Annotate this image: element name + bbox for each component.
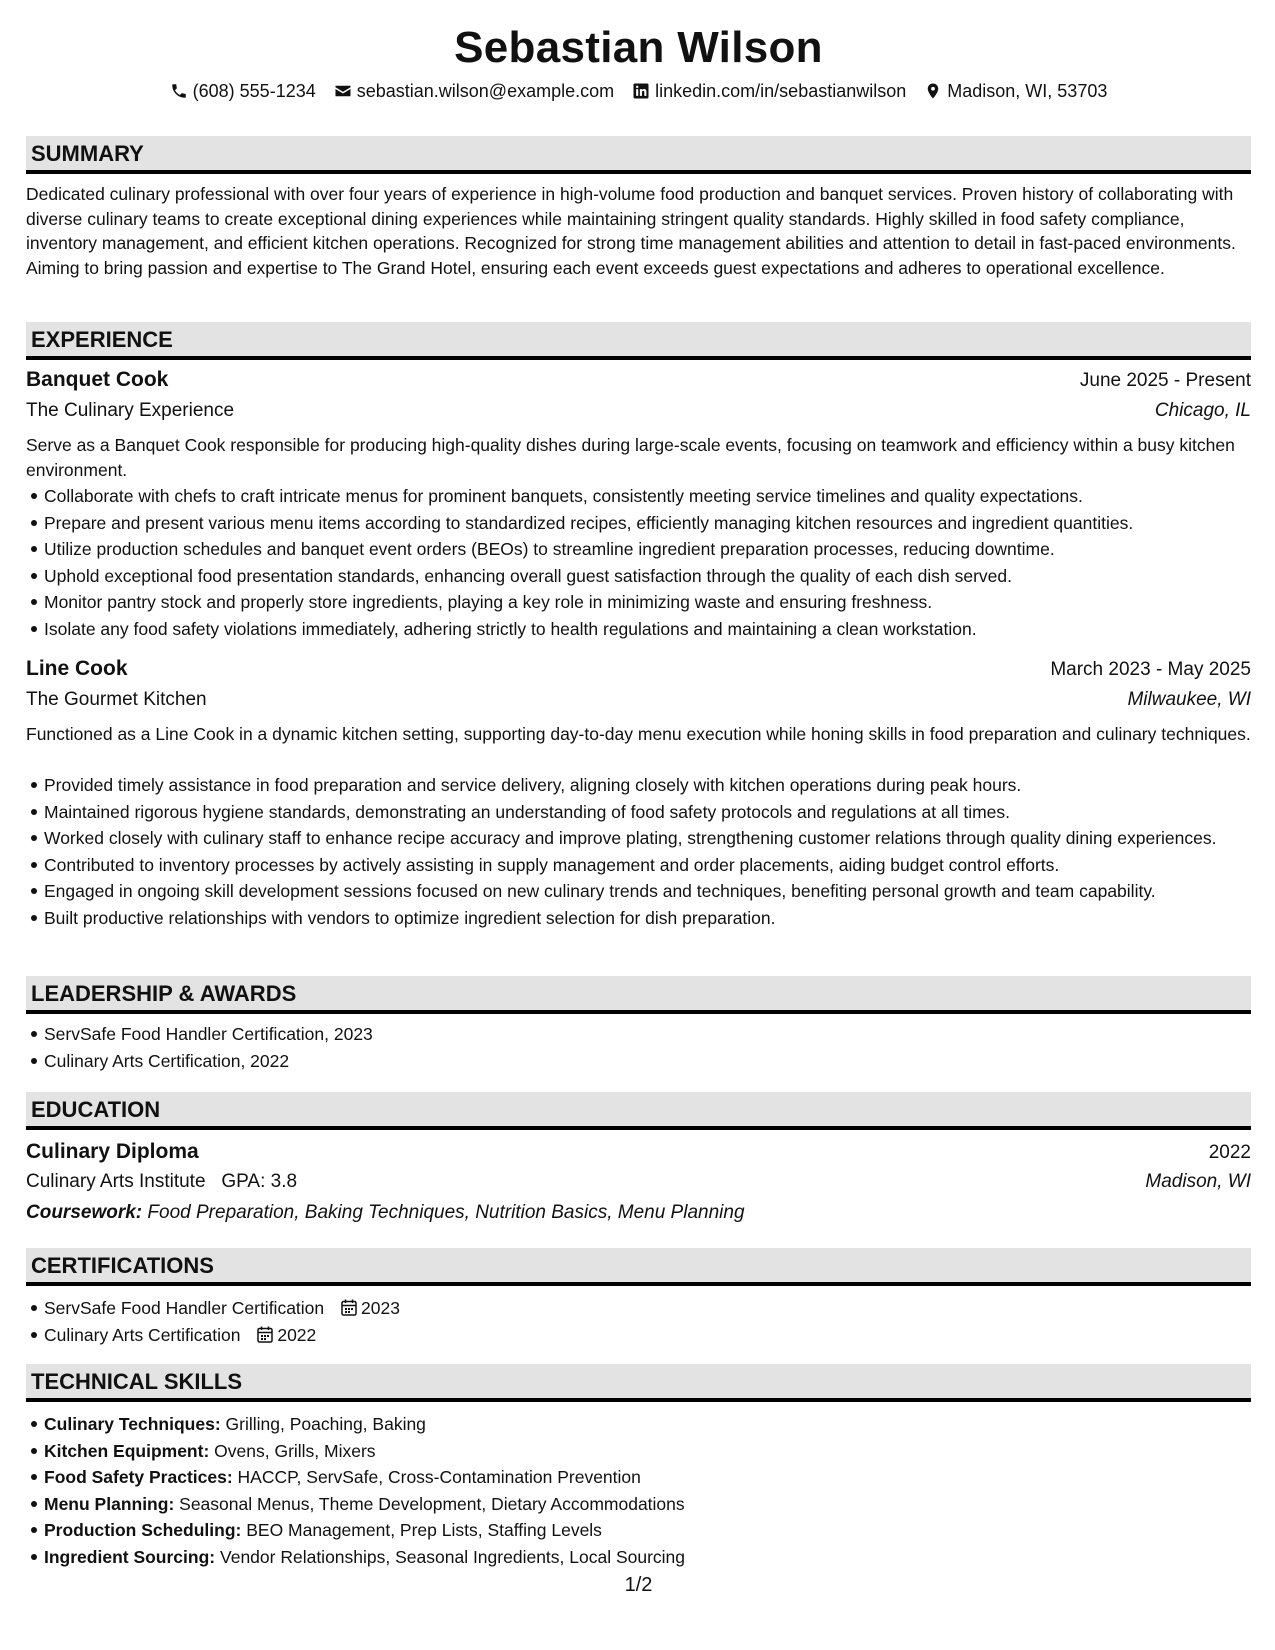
certification-year: 2023 bbox=[361, 1298, 400, 1318]
job-description: Serve as a Banquet Cook responsible for producing high-quality dishes during large-scale events, focusing on teamwork and efficiency within a busy kitchen environment. bbox=[26, 435, 1235, 480]
list-item: Maintained rigorous hygiene standards, demonstrating an understanding of food safety protocols and regulations at all times. bbox=[44, 800, 1251, 825]
list-item: Collaborate with chefs to craft intricate menus for prominent banquets, consistently meeting service timelines and quality expectations. bbox=[44, 484, 1251, 509]
list-item bbox=[44, 1465, 1251, 1490]
candidate-name: Sebastian Wilson bbox=[454, 23, 823, 72]
skill-category: Menu Planning: bbox=[44, 1493, 175, 1514]
section-title: EDUCATION bbox=[31, 1097, 161, 1122]
summary-text: Dedicated culinary professional with over four years of experience in high-volume food production and banquet services. Proven history of collaborating with diverse culinary teams to create exceptional dining experiences while maintaining stringent quality standards. Highly skilled in food safety compliance, inventory management, and efficient kitchen operations. Recognized for strong time management abilities and attention to detail in fast-paced environments. Aiming to bring passion and expertise to The Grand Hotel, ensuring each event exceeds guest expectations and adheres to operational excellence. bbox=[26, 184, 1236, 278]
job-title: Line Cook bbox=[26, 657, 128, 680]
skill-category: Food Safety Practices: bbox=[44, 1467, 233, 1487]
contact-location bbox=[924, 78, 1107, 104]
education-subheader bbox=[26, 1168, 1251, 1196]
coursework-label: Coursework: bbox=[26, 1202, 143, 1223]
envelope-icon bbox=[334, 82, 352, 100]
coursework bbox=[26, 1199, 745, 1227]
calendar-icon bbox=[257, 1326, 273, 1343]
section-header-certifications bbox=[26, 1248, 1251, 1286]
skill-values: Seasonal Menus, Theme Development, Dietary Accommodations bbox=[179, 1493, 685, 1514]
graduation-year: 2022 bbox=[1208, 1142, 1251, 1163]
section-header-summary bbox=[26, 136, 1251, 174]
skill-values: Ovens, Grills, Mixers bbox=[214, 1440, 376, 1461]
list-item bbox=[44, 1492, 1251, 1517]
skill-category: Ingredient Sourcing: bbox=[44, 1546, 216, 1567]
location-text: Madison, WI, 53703 bbox=[947, 81, 1108, 101]
gpa: GPA: 3.8 bbox=[221, 1171, 298, 1192]
job-company: The Gourmet Kitchen bbox=[26, 689, 207, 710]
list-item bbox=[44, 1296, 1251, 1321]
job-title: Banquet Cook bbox=[26, 368, 169, 391]
skill-category: Culinary Techniques: bbox=[44, 1414, 221, 1434]
calendar-icon bbox=[341, 1299, 357, 1316]
job-location: Milwaukee, WI bbox=[1127, 689, 1251, 710]
skill-values: HACCP, ServSafe, Cross-Contamination Prevention bbox=[237, 1467, 641, 1487]
contact-phone bbox=[170, 78, 316, 104]
linkedin-text[interactable]: linkedin.com/in/sebastianwilson bbox=[655, 81, 907, 101]
contact-bar bbox=[26, 78, 1251, 104]
skill-category: Production Scheduling: bbox=[44, 1520, 242, 1540]
job-dates: March 2023 - May 2025 bbox=[1050, 659, 1251, 680]
school-line bbox=[26, 1168, 297, 1196]
section-header-experience bbox=[26, 322, 1251, 360]
certifications-list bbox=[26, 1296, 1251, 1349]
job-bullets bbox=[26, 484, 1251, 643]
job-description: Functioned as a Line Cook in a dynamic kitchen setting, supporting day-to-day menu execution while honing skills in food preparation and culinary techniques. bbox=[26, 724, 1251, 744]
section-header-technical-skills bbox=[26, 1364, 1251, 1402]
list-item: Uphold exceptional food presentation standards, enhancing overall guest satisfaction through the quality of each dish served. bbox=[44, 564, 1251, 589]
map-pin-icon bbox=[924, 82, 942, 100]
section-title: SUMMARY bbox=[31, 141, 144, 166]
list-item bbox=[44, 1412, 1251, 1437]
contact-linkedin[interactable] bbox=[632, 78, 906, 104]
certification-name: ServSafe Food Handler Certification bbox=[44, 1298, 325, 1318]
section-title: CERTIFICATIONS bbox=[31, 1253, 214, 1278]
list-item: Monitor pantry stock and properly store ingredients, playing a key role in minimizing waste and ensuring freshness. bbox=[44, 590, 1251, 615]
job-header bbox=[26, 366, 1251, 395]
job-company: The Culinary Experience bbox=[26, 400, 235, 421]
job-subheader bbox=[26, 397, 1251, 425]
school-location: Madison, WI bbox=[1145, 1171, 1251, 1192]
list-item: Isolate any food safety violations immediately, adhering strictly to health regulations and maintaining a clean workstation. bbox=[44, 617, 1251, 642]
list-item bbox=[44, 1323, 1251, 1348]
contact-email[interactable] bbox=[334, 78, 614, 104]
list-item: Prepare and present various menu items according to standardized recipes, efficiently managing kitchen resources and ingredient quantities. bbox=[44, 511, 1251, 536]
list-item bbox=[44, 1439, 1251, 1464]
certification-name: Culinary Arts Certification bbox=[44, 1324, 241, 1345]
job-bullets bbox=[26, 773, 1251, 932]
skill-values: Grilling, Poaching, Baking bbox=[225, 1414, 426, 1434]
phone-text: (608) 555-1234 bbox=[192, 81, 316, 101]
email-text[interactable]: sebastian.wilson@example.com bbox=[356, 81, 615, 101]
section-title: LEADERSHIP & AWARDS bbox=[31, 981, 297, 1006]
list-item bbox=[44, 1545, 1251, 1570]
section-header-education bbox=[26, 1092, 1251, 1130]
section-title: TECHNICAL SKILLS bbox=[31, 1369, 243, 1394]
job-location: Chicago, IL bbox=[1154, 400, 1251, 421]
skills-list bbox=[26, 1412, 1251, 1571]
school-name: Culinary Arts Institute bbox=[26, 1171, 206, 1192]
list-item: Worked closely with culinary staff to enhance recipe accuracy and improve plating, strengthening customer relations through quality dining experiences. bbox=[44, 826, 1251, 851]
leadership-list bbox=[26, 1022, 1251, 1075]
job-dates: June 2025 - Present bbox=[1079, 370, 1251, 391]
job-subheader bbox=[26, 686, 1251, 714]
list-item: Utilize production schedules and banquet event orders (BEOs) to streamline ingredient preparation processes, reducing downtime. bbox=[44, 537, 1251, 562]
certification-year: 2022 bbox=[277, 1324, 317, 1345]
list-item bbox=[44, 1518, 1251, 1543]
list-item: ServSafe Food Handler Certification, 2023 bbox=[44, 1022, 1251, 1047]
skill-category: Kitchen Equipment: bbox=[44, 1440, 210, 1461]
linkedin-icon bbox=[632, 82, 650, 100]
list-item: Built productive relationships with vendors to optimize ingredient selection for dish preparation. bbox=[44, 906, 1251, 931]
list-item: Culinary Arts Certification, 2022 bbox=[44, 1049, 1251, 1074]
job-header bbox=[26, 655, 1251, 684]
skill-values: BEO Management, Prep Lists, Staffing Levels bbox=[246, 1520, 602, 1540]
degree: Culinary Diploma bbox=[26, 1140, 199, 1163]
education-header bbox=[26, 1138, 1251, 1167]
page-number: 1/2 bbox=[624, 1574, 653, 1596]
list-item: Engaged in ongoing skill development sessions focused on new culinary trends and techniques, benefiting personal growth and team capability. bbox=[44, 879, 1251, 904]
coursework-list: Food Preparation, Baking Techniques, Nutrition Basics, Menu Planning bbox=[147, 1202, 745, 1223]
section-title: EXPERIENCE bbox=[31, 327, 173, 352]
list-item: Provided timely assistance in food preparation and service delivery, aligning closely with kitchen operations during peak hours. bbox=[44, 773, 1251, 798]
skill-values: Vendor Relationships, Seasonal Ingredients, Local Sourcing bbox=[220, 1546, 686, 1567]
list-item: Contributed to inventory processes by actively assisting in supply management and order placements, aiding budget control efforts. bbox=[44, 853, 1251, 878]
section-header-leadership bbox=[26, 976, 1251, 1014]
phone-icon bbox=[170, 82, 188, 100]
